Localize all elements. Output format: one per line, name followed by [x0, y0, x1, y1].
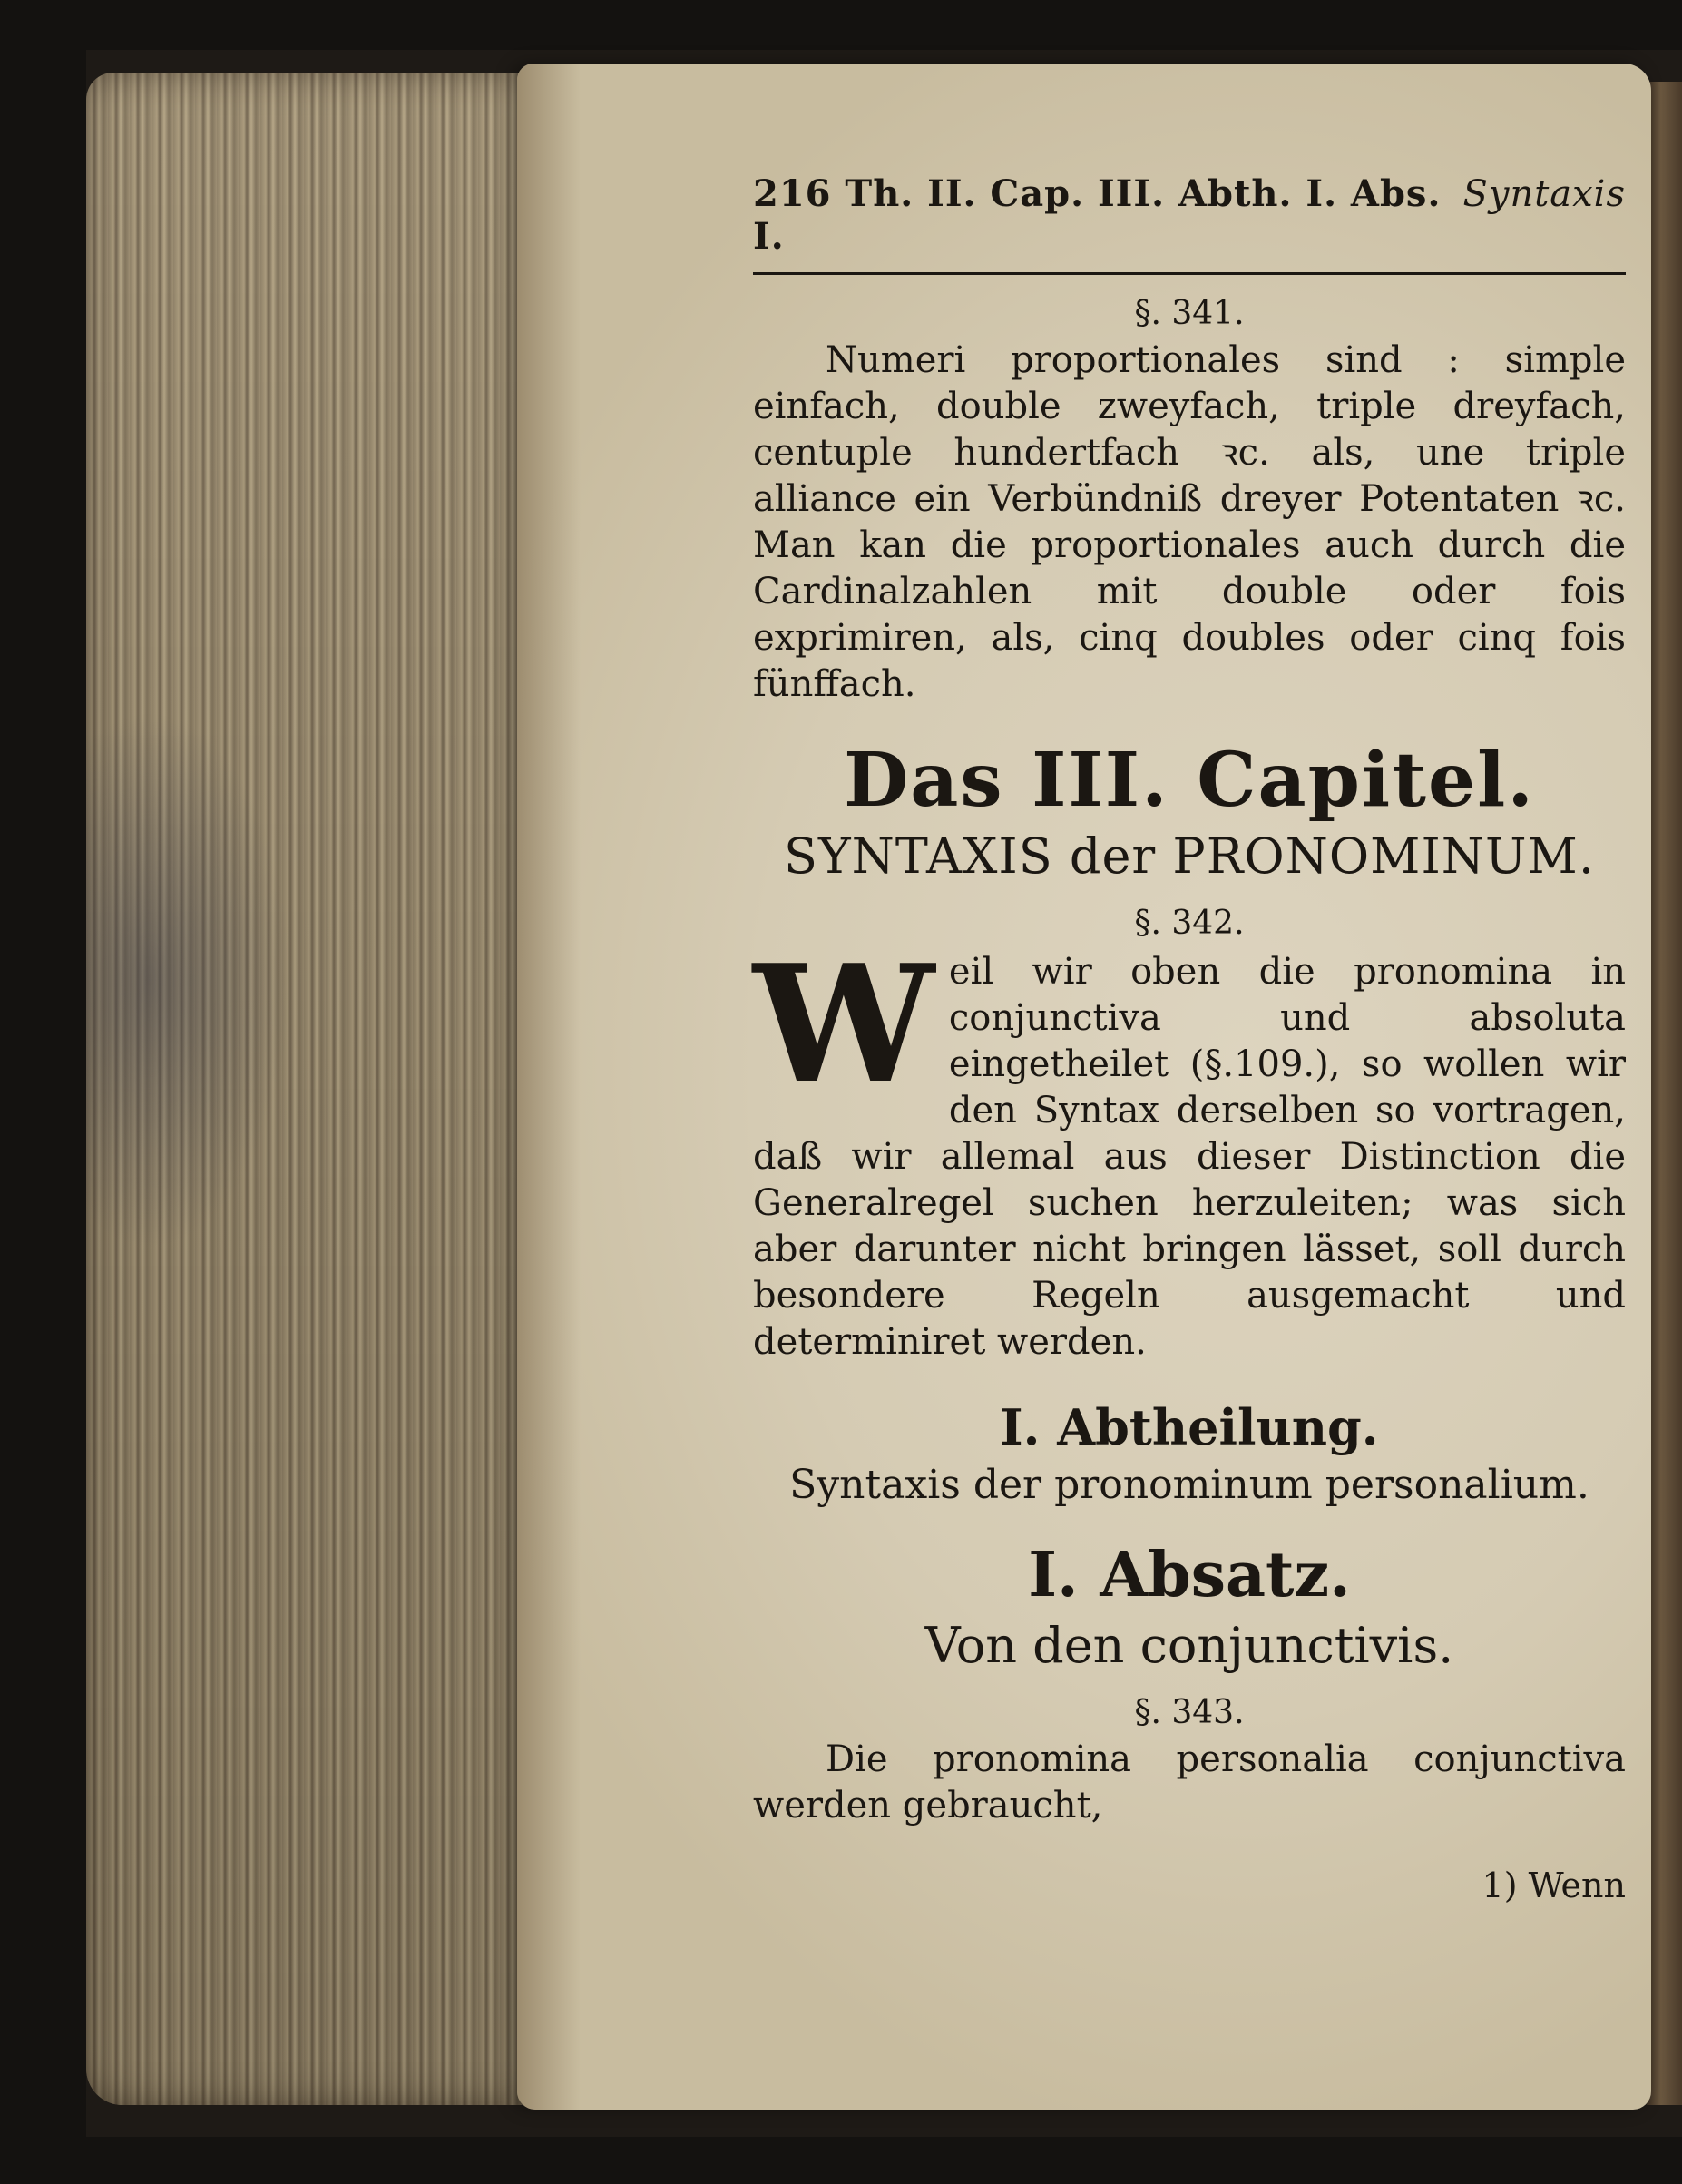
- section-mark-341: §. 341.: [1134, 295, 1245, 332]
- drop-cap-initial: W: [753, 929, 934, 1119]
- running-head: [753, 172, 1626, 275]
- paragraph-341: Numeri proportionales sind : simple einfach, double zweyfach, triple dreyfach, centuple hundertfach ꝛc. als, une triple alliance ein Verbündniß dreyer Potentaten ꝛc. Man kan die proportionales auch durch die Cardinalzahlen mit double oder fois exprimiren, als, cinq doubles oder cinq fois fünffach.: [753, 339, 1626, 705]
- section-mark-343: §. 343.: [1134, 1694, 1245, 1731]
- running-head-right: Syntaxis: [1462, 173, 1626, 215]
- absatz-title: I. Absatz.: [1028, 1539, 1351, 1611]
- page-edges: [86, 73, 544, 2105]
- chapter-title: Das III. Capitel.: [844, 737, 1535, 824]
- paragraph-342-block: [753, 929, 1626, 1366]
- chapter-subtitle: SYNTAXIS der PRONOMINUM.: [783, 828, 1595, 885]
- absatz-subtitle: Von den conjunctivis.: [924, 1617, 1454, 1674]
- page-text: [753, 172, 1626, 1905]
- abtheilung-subtitle: Syntaxis der pronominum personalium.: [789, 1462, 1589, 1508]
- section-mark-342: §. 342.: [1134, 905, 1245, 942]
- catchword: 1) Wenn: [1482, 1866, 1626, 1905]
- paragraph-343: Die pronomina personalia conjunctiva werden gebraucht,: [753, 1738, 1626, 1827]
- facing-page-edge: [1647, 82, 1682, 2105]
- paragraph-342: eil wir oben die pronomina in conjunctiva und absoluta eingetheilet (§.109.), so wollen wir den Syntax derselben so vortragen, daß wir allemal aus dieser Distinction die Generalregel suchen herzuleiten; was sich aber darunter nicht bringen lässet, soll durch besondere Regeln ausgemacht und determiniret werden.: [753, 951, 1626, 1363]
- abtheilung-title: I. Abtheilung.: [1000, 1398, 1379, 1456]
- running-head-left: 216 Th. II. Cap. III. Abth. I. Abs. I.: [753, 172, 1442, 258]
